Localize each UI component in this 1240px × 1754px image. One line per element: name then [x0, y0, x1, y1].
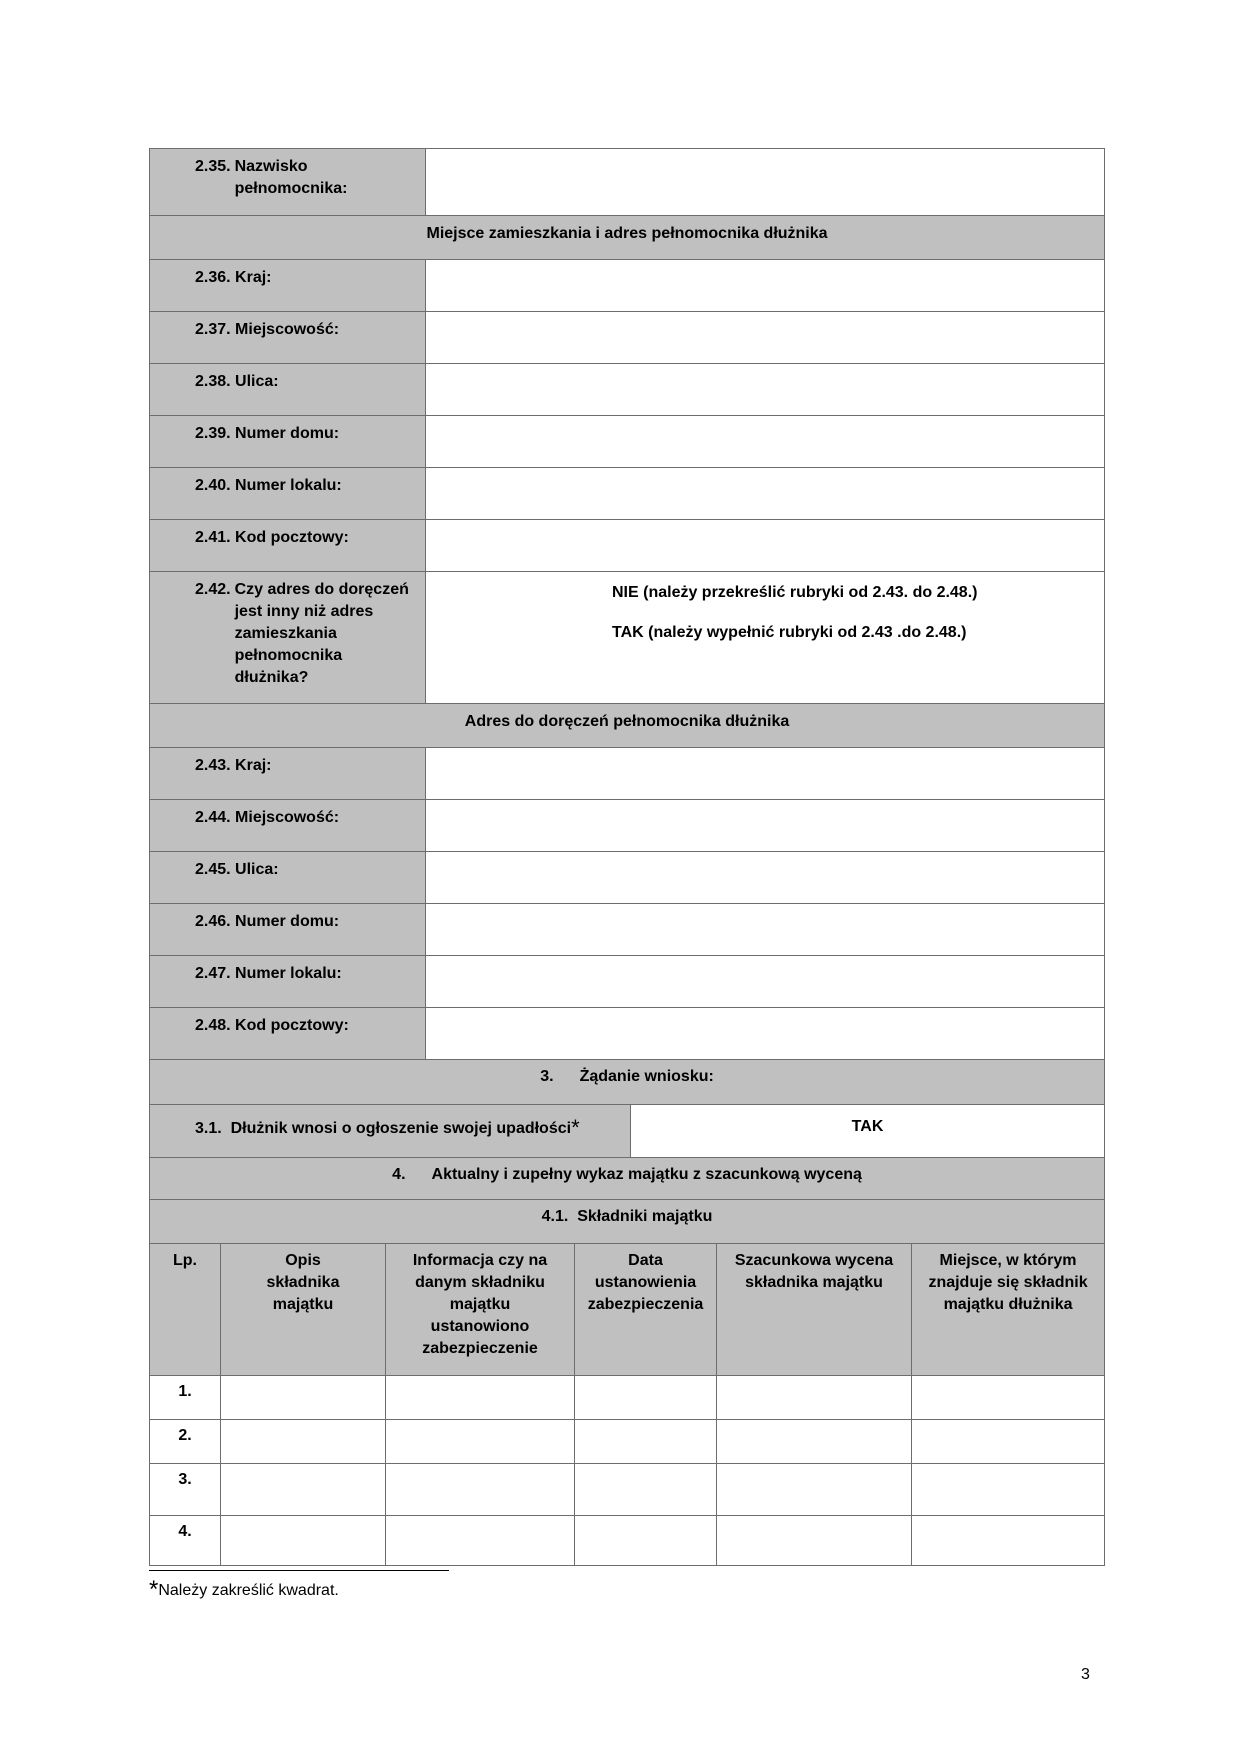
field-label-2-46: 2.46. Numer domu:: [150, 904, 426, 956]
col-header-security-info: Informacja czy na danym składniku majątku ustanowiono zabezpieczenie: [386, 1244, 575, 1376]
section-header-delivery: Adres do doręczeń pełnomocnika dłużnika: [150, 704, 1105, 748]
table-cell[interactable]: [717, 1464, 912, 1516]
table-row-lp: 3.: [150, 1464, 221, 1516]
footnote-marker: *: [571, 1115, 580, 1140]
table-cell[interactable]: [717, 1376, 912, 1420]
table-cell[interactable]: [717, 1420, 912, 1464]
table-cell[interactable]: [912, 1464, 1105, 1516]
footnote-marker: *: [149, 1576, 159, 1603]
table-cell[interactable]: [912, 1516, 1105, 1566]
field-input-2-44[interactable]: [426, 800, 1105, 852]
field-label-2-37: 2.37. Miejscowość:: [150, 312, 426, 364]
field-label-2-41: 2.41. Kod pocztowy:: [150, 520, 426, 572]
table-cell[interactable]: [575, 1464, 717, 1516]
field-input-2-37[interactable]: [426, 312, 1105, 364]
section-4-header: 4. Aktualny i zupełny wykaz majątku z szacunkową wyceną: [150, 1158, 1105, 1200]
table-row-lp: 4.: [150, 1516, 221, 1566]
table-cell[interactable]: [575, 1516, 717, 1566]
section-header-residence: Miejsce zamieszkania i adres pełnomocnika dłużnika: [150, 216, 1105, 260]
table-cell[interactable]: [717, 1516, 912, 1566]
option-tak[interactable]: TAK (należy wypełnić rubryki od 2.43 .do 2.48.): [612, 624, 967, 641]
table-row-lp: 2.: [150, 1420, 221, 1464]
table-cell[interactable]: [575, 1420, 717, 1464]
table-cell[interactable]: [386, 1376, 575, 1420]
footnote-divider: [149, 1570, 449, 1571]
col-header-valuation: Szacunkowa wycena składnika majątku: [717, 1244, 912, 1376]
field-input-2-45[interactable]: [426, 852, 1105, 904]
field-input-2-35[interactable]: [426, 149, 1105, 216]
field-input-2-46[interactable]: [426, 904, 1105, 956]
field-label-2-43: 2.43. Kraj:: [150, 748, 426, 800]
footnote: [149, 1576, 339, 1603]
address-choice-cell: [426, 572, 1105, 704]
table-cell[interactable]: [221, 1376, 386, 1420]
col-header-security-date: Data ustanowienia zabezpieczenia: [575, 1244, 717, 1376]
col-header-description: Opis składnika majątku: [221, 1244, 386, 1376]
table-cell[interactable]: [912, 1420, 1105, 1464]
option-nie[interactable]: NIE (należy przekreślić rubryki od 2.43. do 2.48.): [612, 584, 978, 601]
field-label-2-44: 2.44. Miejscowość:: [150, 800, 426, 852]
field-label-2-48: 2.48. Kod pocztowy:: [150, 1008, 426, 1060]
field-input-2-39[interactable]: [426, 416, 1105, 468]
field-value-3-1[interactable]: TAK: [631, 1105, 1105, 1158]
field-label-2-45: 2.45. Ulica:: [150, 852, 426, 904]
table-cell[interactable]: [386, 1464, 575, 1516]
field-input-2-38[interactable]: [426, 364, 1105, 416]
col-header-location: Miejsce, w którym znajduje się składnik majątku dłużnika: [912, 1244, 1105, 1376]
field-input-2-43[interactable]: [426, 748, 1105, 800]
table-row-lp: 1.: [150, 1376, 221, 1420]
field-label-2-40: 2.40. Numer lokalu:: [150, 468, 426, 520]
field-label-2-38: 2.38. Ulica:: [150, 364, 426, 416]
field-label-2-47: 2.47. Numer lokalu:: [150, 956, 426, 1008]
section-4-1-header: 4.1. Składniki majątku: [150, 1200, 1105, 1244]
form-table: [149, 148, 1105, 1566]
page-number: 3: [1081, 1666, 1090, 1683]
table-cell[interactable]: [221, 1464, 386, 1516]
table-cell[interactable]: [221, 1420, 386, 1464]
field-input-2-47[interactable]: [426, 956, 1105, 1008]
table-cell[interactable]: [575, 1376, 717, 1420]
footnote-text: Należy zakreślić kwadrat.: [158, 1582, 339, 1599]
section-3-header: 3. Żądanie wniosku:: [150, 1060, 1105, 1105]
field-label-2-39: 2.39. Numer domu:: [150, 416, 426, 468]
table-cell[interactable]: [221, 1516, 386, 1566]
col-header-lp: Lp.: [150, 1244, 221, 1376]
field-label-2-35: 2.35. Nazwisko pełnomocnika:: [150, 149, 426, 216]
field-input-2-36[interactable]: [426, 260, 1105, 312]
field-input-2-48[interactable]: [426, 1008, 1105, 1060]
field-input-2-41[interactable]: [426, 520, 1105, 572]
field-label-2-42: 2.42. Czy adres do doręczeń jest inny niż adres zamieszkania pełnomocnika dłużnika?: [150, 572, 426, 704]
table-cell[interactable]: [386, 1516, 575, 1566]
table-cell[interactable]: [386, 1420, 575, 1464]
table-cell[interactable]: [912, 1376, 1105, 1420]
field-label-3-1: 3.1. Dłużnik wnosi o ogłoszenie swojej upadłości*: [150, 1105, 631, 1158]
field-input-2-40[interactable]: [426, 468, 1105, 520]
field-label-2-36: 2.36. Kraj:: [150, 260, 426, 312]
